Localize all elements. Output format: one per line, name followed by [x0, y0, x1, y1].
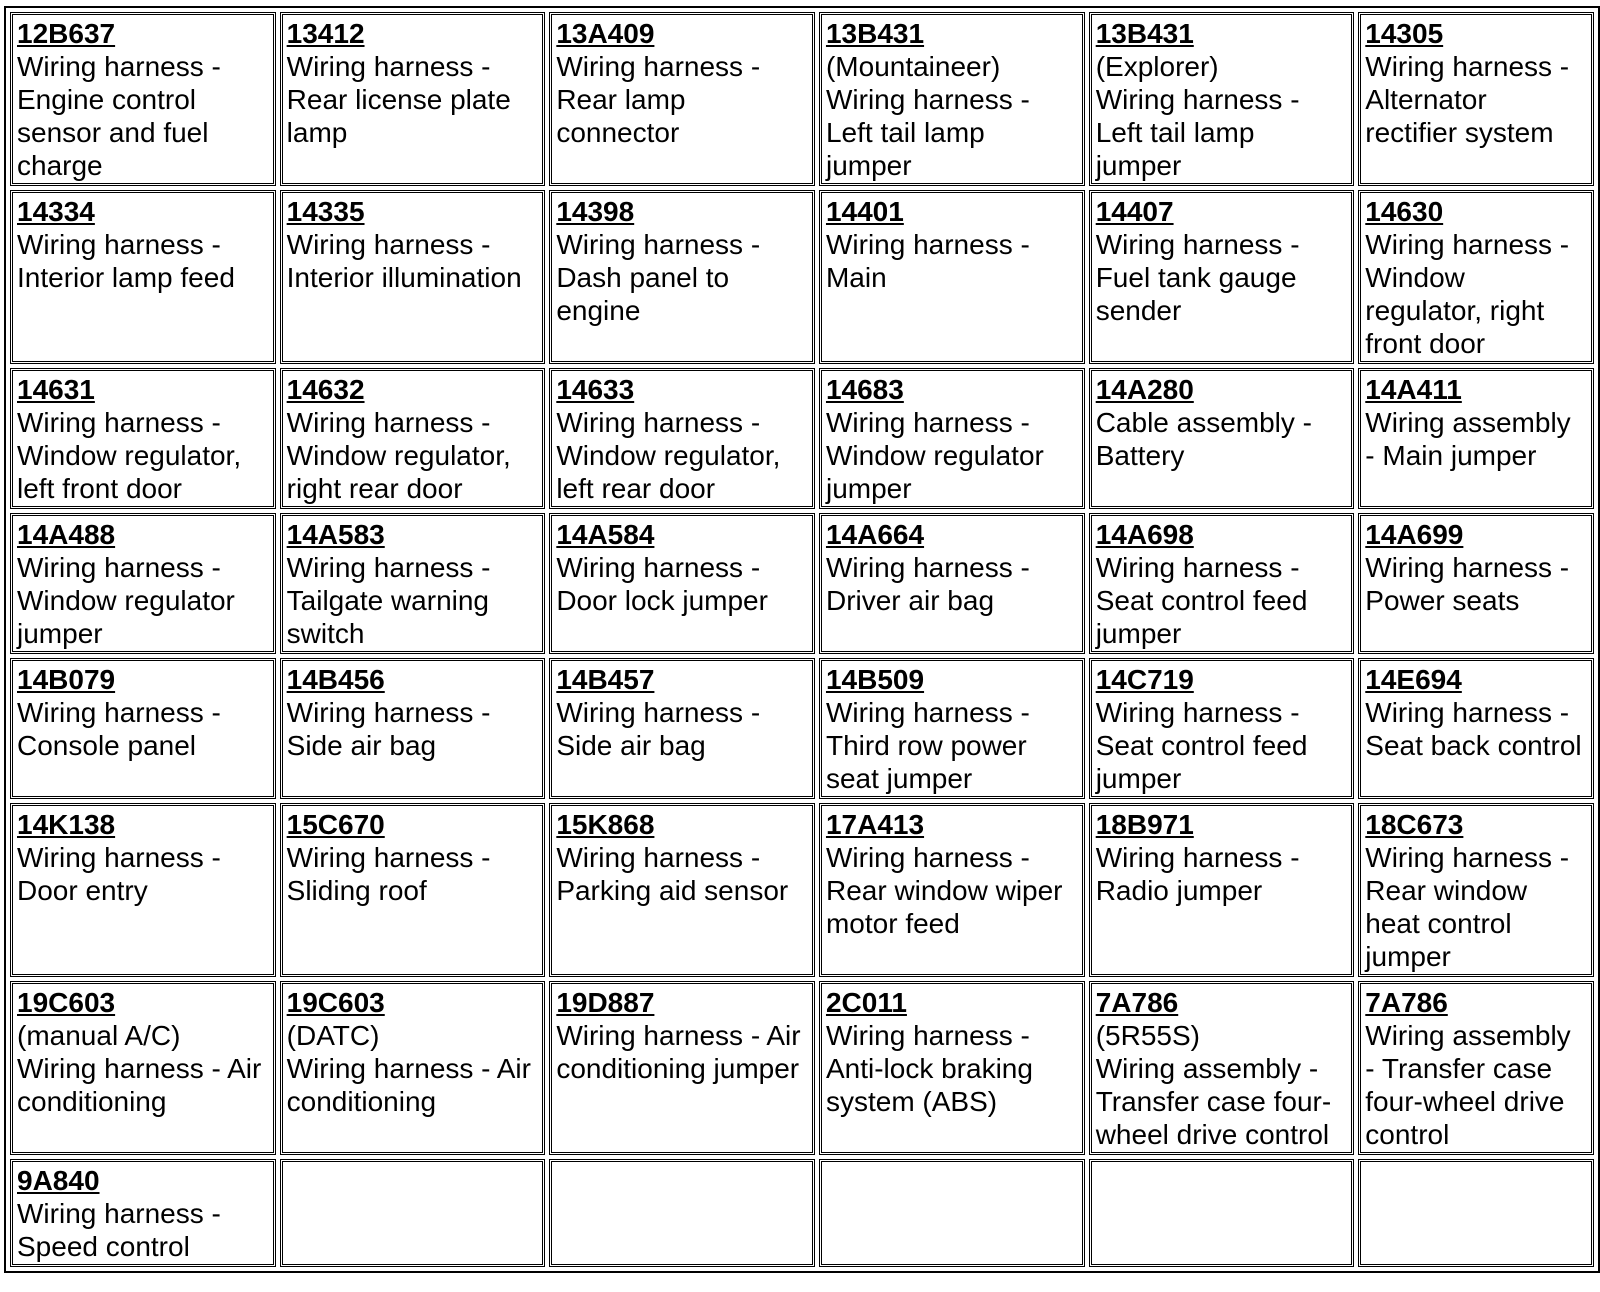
part-cell — [280, 190, 546, 364]
table-row — [10, 368, 1594, 509]
part-number: 14335 — [286, 196, 365, 227]
table-row — [10, 190, 1594, 364]
part-number: 17A413 — [825, 809, 925, 840]
part-cell — [1358, 12, 1594, 186]
part-description: Wiring harness - Side air bag — [556, 697, 761, 761]
part-cell — [10, 981, 276, 1155]
part-description: Wiring harness - Anti-lock braking system (ABS) — [825, 1020, 1033, 1117]
part-number: 2C011 — [825, 987, 907, 1018]
part-number: 14305 — [1365, 18, 1444, 49]
part-description: Cable assembly - Battery — [1095, 407, 1313, 471]
part-cell — [10, 658, 276, 799]
part-cell — [549, 803, 815, 977]
part-cell — [549, 1159, 815, 1267]
part-number: 7A786 — [1365, 987, 1448, 1018]
part-number: 14A488 — [17, 519, 116, 550]
part-description: Wiring harness - Dash panel to engine — [556, 229, 761, 326]
part-number: 19C603 — [17, 987, 116, 1018]
part-cell — [819, 981, 1085, 1155]
part-number: 14A664 — [825, 519, 925, 550]
part-number: 14A280 — [1095, 374, 1194, 405]
table-body — [10, 12, 1594, 1267]
part-number: 18B971 — [1095, 809, 1194, 840]
part-cell — [549, 658, 815, 799]
table-row — [10, 658, 1594, 799]
part-number: 19C603 — [286, 987, 385, 1018]
part-number: 12B637 — [17, 18, 116, 49]
part-cell — [549, 190, 815, 364]
part-description: Wiring harness - Rear lamp connector — [556, 51, 761, 148]
part-number: 14334 — [17, 196, 95, 227]
part-number: 14K138 — [17, 809, 116, 840]
part-cell — [10, 368, 276, 509]
part-cell — [10, 513, 276, 654]
part-number: 14B509 — [825, 664, 925, 695]
part-cell — [549, 368, 815, 509]
part-cell — [1358, 981, 1594, 1155]
part-description: Wiring harness - Parking aid sensor — [556, 842, 789, 906]
part-cell — [1358, 803, 1594, 977]
part-cell — [1089, 981, 1355, 1155]
part-cell — [280, 1159, 546, 1267]
part-cell — [819, 12, 1085, 186]
part-description: Wiring harness - Rear license plate lamp — [286, 51, 511, 148]
part-description: Wiring harness - Rear window heat control jumper — [1365, 842, 1570, 972]
table-row — [10, 803, 1594, 977]
part-cell — [1089, 368, 1355, 509]
part-number: 15K868 — [556, 809, 655, 840]
part-description: Wiring harness - Window regulator, right front door — [1365, 229, 1570, 359]
part-number: 14B079 — [17, 664, 116, 695]
part-description: Wiring harness - Door lock jumper — [556, 552, 768, 616]
part-number: 14631 — [17, 374, 95, 405]
part-description: Wiring harness - Engine control sensor and fuel charge — [17, 51, 221, 181]
part-cell — [1089, 658, 1355, 799]
part-description: Wiring assembly - Transfer case four-wheel drive control — [1365, 1020, 1571, 1150]
part-number: 14A699 — [1365, 519, 1464, 550]
part-cell — [819, 803, 1085, 977]
part-description: Wiring harness - Console panel — [17, 697, 221, 761]
part-description: Wiring harness - Window regulator, left front door — [17, 407, 242, 504]
part-cell — [280, 981, 546, 1155]
part-description: Wiring harness - Door entry — [17, 842, 221, 906]
part-cell — [549, 981, 815, 1155]
part-cell — [549, 513, 815, 654]
part-description: (manual A/C) Wiring harness - Air conditioning — [17, 1020, 262, 1117]
table-row — [10, 1159, 1594, 1267]
part-cell — [819, 190, 1085, 364]
table-row — [10, 12, 1594, 186]
part-number: 18C673 — [1365, 809, 1464, 840]
part-cell — [1358, 658, 1594, 799]
part-cell — [10, 1159, 276, 1267]
part-cell — [1358, 1159, 1594, 1267]
part-description: (DATC) Wiring harness - Air conditioning — [286, 1020, 531, 1117]
part-number: 13B431 — [825, 18, 925, 49]
part-number: 14401 — [825, 196, 904, 227]
part-description: Wiring harness - Main — [825, 229, 1030, 293]
part-description: Wiring harness - Driver air bag — [825, 552, 1030, 616]
part-number: 14407 — [1095, 196, 1174, 227]
part-description: Wiring harness - Sliding roof — [286, 842, 491, 906]
part-description: Wiring harness - Side air bag — [286, 697, 491, 761]
part-description: Wiring harness - Radio jumper — [1095, 842, 1300, 906]
part-number: 14683 — [825, 374, 904, 405]
part-number: 14B456 — [286, 664, 385, 695]
part-number: 19D887 — [556, 987, 655, 1018]
part-description: Wiring assembly - Main jumper — [1365, 407, 1571, 471]
part-number: 14633 — [556, 374, 635, 405]
part-description: (5R55S) Wiring assembly - Transfer case four- wheel drive control — [1095, 1020, 1332, 1150]
part-number: 13B431 — [1095, 18, 1194, 49]
part-cell — [1358, 190, 1594, 364]
part-description: (Explorer) Wiring harness - Left tail lamp jumper — [1095, 51, 1300, 181]
part-cell — [819, 513, 1085, 654]
part-description: Wiring harness - Rear window wiper motor feed — [825, 842, 1063, 939]
part-cell — [10, 12, 276, 186]
part-cell — [1089, 1159, 1355, 1267]
part-number: 15C670 — [286, 809, 385, 840]
part-description: Wiring harness - Third row power seat jumper — [825, 697, 1030, 794]
table-row — [10, 981, 1594, 1155]
part-cell — [280, 368, 546, 509]
part-number: 14E694 — [1365, 664, 1462, 695]
part-cell — [1089, 190, 1355, 364]
part-description: Wiring harness - Alternator rectifier system — [1365, 51, 1570, 148]
part-number: 14632 — [286, 374, 365, 405]
part-number: 14C719 — [1095, 664, 1194, 695]
part-cell — [1358, 513, 1594, 654]
part-number: 14630 — [1365, 196, 1444, 227]
part-description: Wiring harness - Speed control — [17, 1198, 221, 1262]
part-number: 14A411 — [1365, 374, 1462, 405]
part-description: Wiring harness - Window regulator jumper — [17, 552, 235, 649]
part-description: Wiring harness - Interior illumination — [286, 229, 522, 293]
part-cell — [280, 513, 546, 654]
part-description: Wiring harness - Fuel tank gauge sender — [1095, 229, 1300, 326]
table-row — [10, 513, 1594, 654]
part-cell — [1089, 12, 1355, 186]
part-description: (Mountaineer) Wiring harness - Left tail lamp jumper — [825, 51, 1030, 181]
part-number: 14A698 — [1095, 519, 1194, 550]
wiring-parts-table — [4, 6, 1600, 1273]
part-cell — [1358, 368, 1594, 509]
part-description: Wiring harness - Window regulator jumper — [825, 407, 1044, 504]
part-cell — [280, 803, 546, 977]
part-cell — [1089, 513, 1355, 654]
part-cell — [549, 12, 815, 186]
part-description: Wiring harness - Window regulator, left rear door — [556, 407, 781, 504]
part-cell — [280, 12, 546, 186]
part-number: 14A583 — [286, 519, 385, 550]
part-cell — [819, 1159, 1085, 1267]
part-cell — [10, 190, 276, 364]
part-description: Wiring harness - Interior lamp feed — [17, 229, 235, 293]
part-cell — [280, 658, 546, 799]
part-cell — [819, 658, 1085, 799]
part-description: Wiring harness - Seat control feed jumper — [1095, 697, 1308, 794]
part-number: 9A840 — [17, 1165, 100, 1196]
part-description: Wiring harness - Window regulator, right rear door — [286, 407, 511, 504]
part-number: 14B457 — [556, 664, 655, 695]
part-cell — [10, 803, 276, 977]
part-description: Wiring harness - Power seats — [1365, 552, 1570, 616]
part-number: 7A786 — [1095, 987, 1179, 1018]
part-number: 13412 — [286, 18, 365, 49]
part-cell — [1089, 803, 1355, 977]
part-description: Wiring harness - Tailgate warning switch — [286, 552, 491, 649]
part-number: 13A409 — [556, 18, 655, 49]
part-description: Wiring harness - Air conditioning jumper — [556, 1020, 801, 1084]
part-number: 14A584 — [556, 519, 655, 550]
part-description: Wiring harness - Seat back control — [1365, 697, 1582, 761]
part-number: 14398 — [556, 196, 635, 227]
part-description: Wiring harness - Seat control feed jumper — [1095, 552, 1308, 649]
part-cell — [819, 368, 1085, 509]
